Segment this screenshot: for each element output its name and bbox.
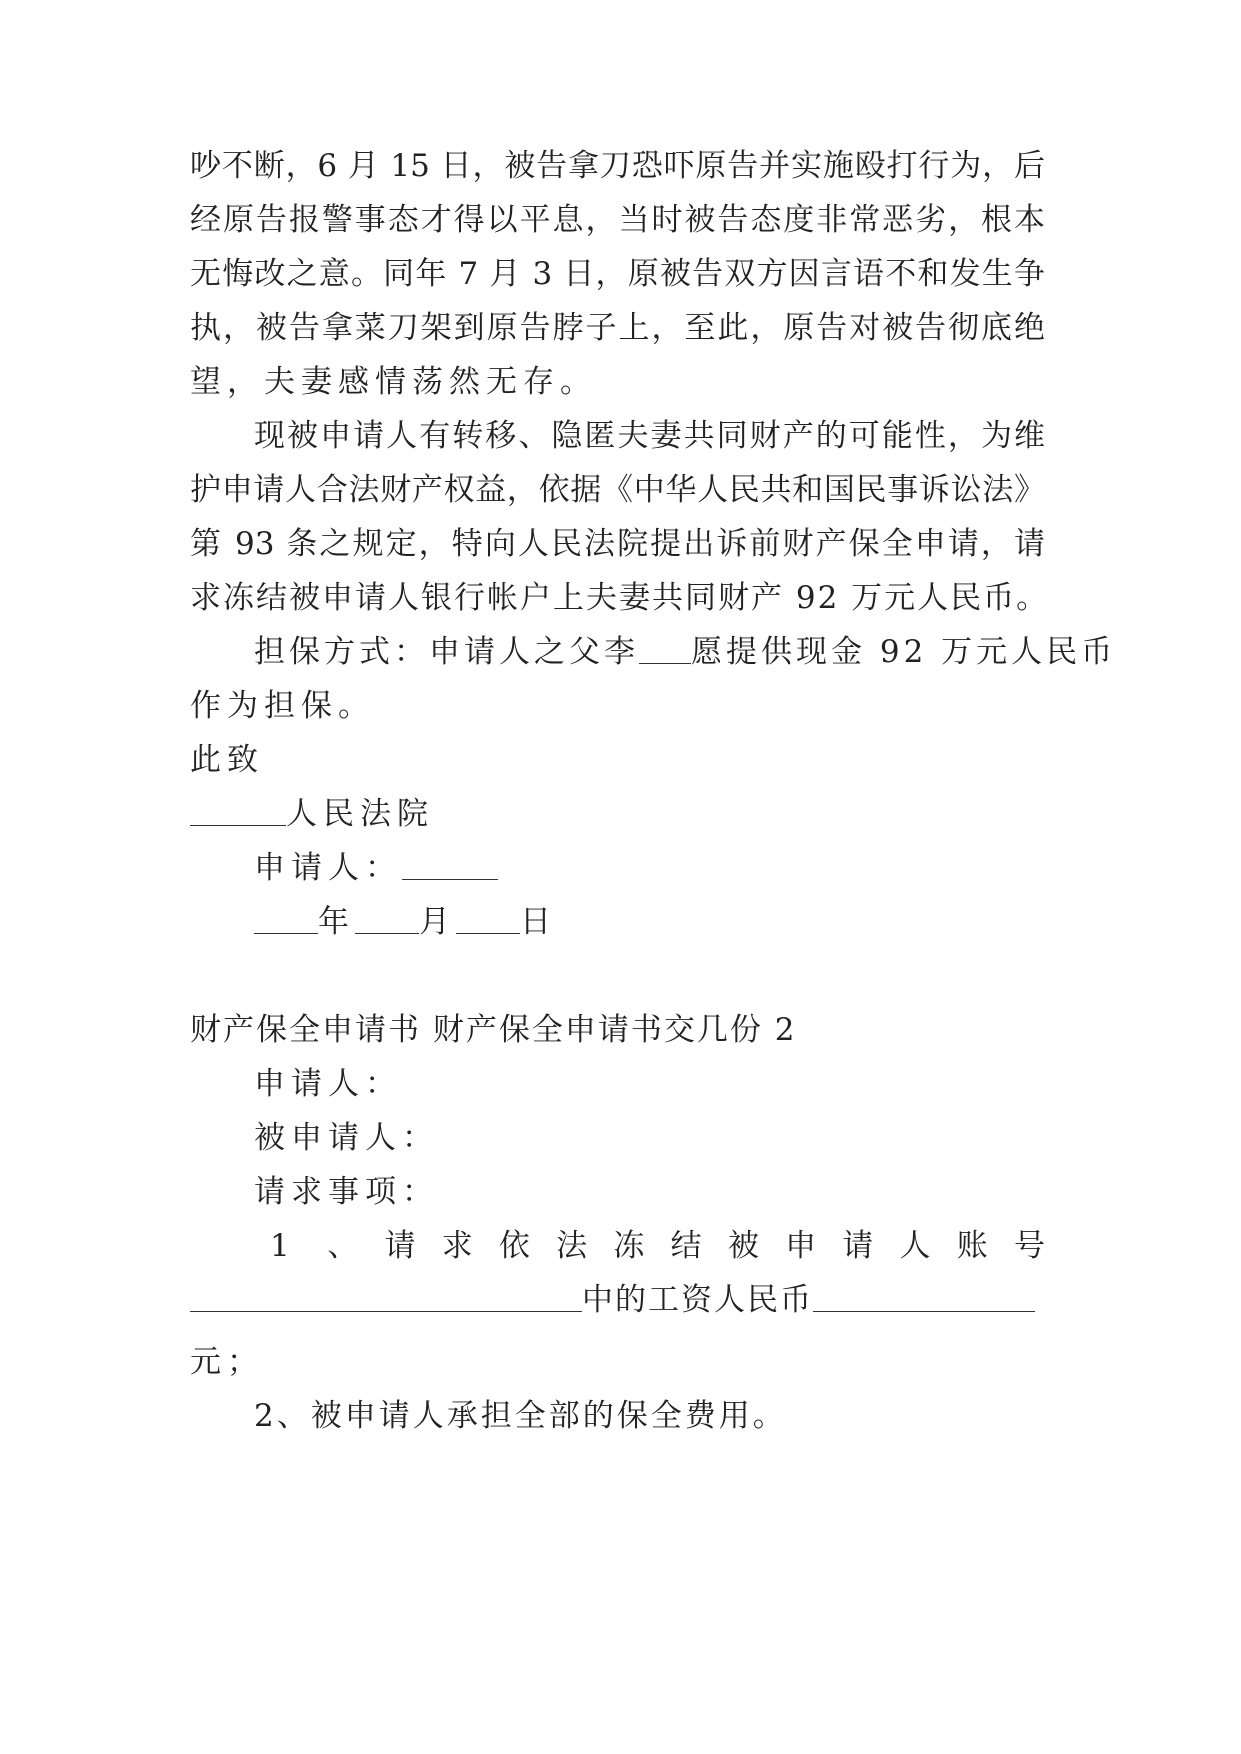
request-item-1-line3: 元； [190,1344,264,1380]
salary-label: 中的工资人民币 [582,1282,813,1318]
applicant-signature-blank [402,853,498,880]
paragraph-line: 第 93 条之规定，特向人民法院提出诉前财产保全申请，请 [190,526,1045,562]
court-line [190,794,1045,834]
request-item-1-char: 请 [384,1228,416,1264]
account-blank [190,1285,582,1312]
request-item-1-char: 依 [498,1228,530,1264]
guarantee-text-after: 愿提供现金 92 万元人民币 [691,634,1117,670]
salutation: 此致 [190,742,264,778]
respondent-label: 被申请人： [254,1120,439,1156]
request-item-1-char: 请 [842,1228,874,1264]
request-item-1-char: 账 [956,1228,988,1264]
paragraph-line: 经原告报警事态才得以平息，当时被告态度非常恶劣，根本 [190,202,1045,238]
guarantee-text: 担保方式：申请人之父李 [254,634,639,670]
request-item-1-char: 申 [785,1228,817,1264]
day-label: 日 [520,904,557,940]
paragraph-line: 执，被告拿菜刀架到原告脖子上，至此，原告对被告彻底绝 [190,310,1045,346]
year-label: 年 [318,904,355,940]
paragraph-line: 现被申请人有转移、隐匿夫妻共同财产的可能性，为维 [254,418,1045,454]
request-item-1-char: 人 [899,1228,931,1264]
request-item-1-char: 被 [727,1228,759,1264]
month-label: 月 [419,904,456,940]
month-blank [355,907,419,934]
applicant-label: 申请人： [254,1066,402,1102]
request-label: 请求事项： [254,1174,439,1210]
paragraph-line: 护申请人合法财产权益，依据《中华人民共和国民事诉讼法》 [190,472,1045,508]
date-line [254,902,1045,942]
request-item-1-line1 [0,1226,1241,1266]
section-title: 财产保全申请书 财产保全申请书交几份 2 [190,1012,797,1048]
request-item-1-char: 结 [670,1228,702,1264]
year-blank [254,907,318,934]
request-item-1-char: 号 [1014,1228,1045,1264]
paragraph-line: 望，夫妻感情荡然无存。 [190,364,597,400]
request-item-2: 2、被申请人承担全部的保全费用。 [254,1398,787,1434]
request-item-1-char: 、 [327,1228,359,1264]
applicant-signature-label: 申请人： [254,850,402,886]
request-item-1-char: 法 [556,1228,588,1264]
request-item-1-line2 [190,1280,1045,1320]
amount-blank [813,1285,1035,1312]
paragraph-line: 求冻结被申请人银行帐户上夫妻共同财产 92 万元人民币。 [190,580,1050,616]
guarantee-line [254,632,1117,672]
court-label: 人民法院 [286,796,434,832]
paragraph-line: 作为担保。 [190,688,375,724]
day-blank [456,907,520,934]
court-blank [190,799,286,826]
paragraph-line: 吵不断，6 月 15 日，被告拿刀恐吓原告并实施殴打行为，后 [190,148,1045,184]
name-blank [639,637,691,664]
request-item-1-char: 冻 [613,1228,645,1264]
paragraph-line: 无悔改之意。同年 7 月 3 日，原被告双方因言语不和发生争 [190,256,1045,292]
request-item-1-char: 1 [270,1228,290,1264]
applicant-signature-line [254,848,1045,888]
request-item-1-char: 求 [441,1228,473,1264]
